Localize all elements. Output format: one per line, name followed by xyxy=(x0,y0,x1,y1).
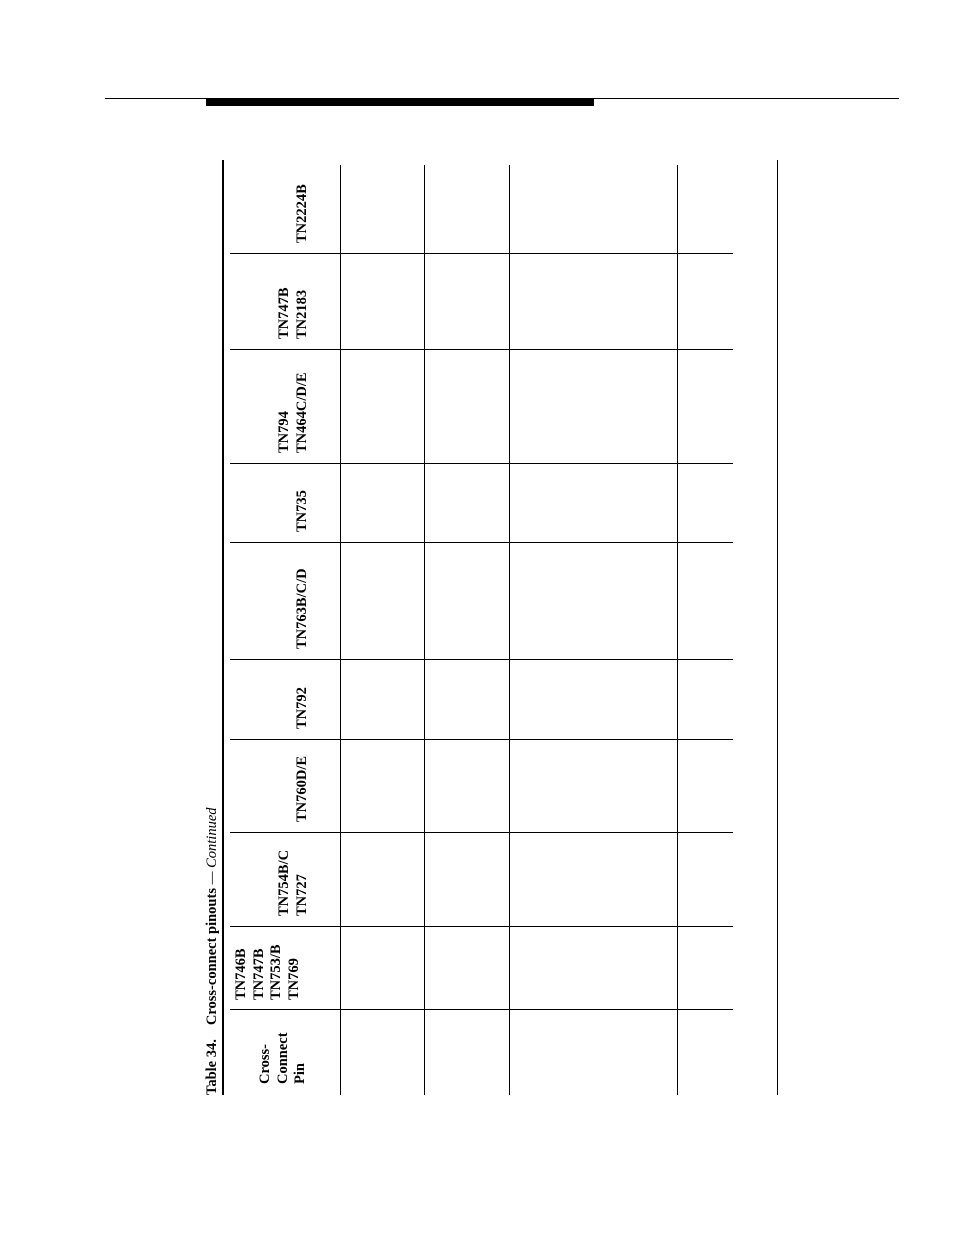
header-tn754bc-group: TN754B/C TN727 xyxy=(276,849,310,916)
header-bar xyxy=(206,98,594,106)
header-tn747b-group: TN747B TN2183 xyxy=(276,287,310,339)
header-tn760de: TN760D/E xyxy=(294,755,310,822)
table-left-border xyxy=(222,160,224,1095)
header-cross-connect-pin: Cross- Connect Pin xyxy=(257,1032,308,1084)
column-separator xyxy=(230,463,733,464)
column-separator xyxy=(230,542,733,543)
table-caption xyxy=(203,807,221,1095)
caption-continued: — Continued xyxy=(204,807,220,889)
header-tn735: TN735 xyxy=(294,490,310,532)
row-separator xyxy=(509,165,510,1095)
column-separator xyxy=(230,739,733,740)
header-tn2224b: TN2224B xyxy=(294,184,310,243)
header-tn794-group: TN794 TN464C/D/E xyxy=(276,372,310,453)
header-tn792: TN792 xyxy=(294,687,310,729)
header-tn763bcd: TN763B/C/D xyxy=(294,568,310,649)
column-separator xyxy=(230,659,733,660)
row-separator xyxy=(424,165,425,1095)
caption-number: Table 34. xyxy=(204,1039,220,1095)
column-separator xyxy=(230,349,733,350)
column-separator xyxy=(230,1009,733,1010)
column-separator xyxy=(230,253,733,254)
row-separator xyxy=(340,165,341,1095)
caption-title: Cross-connect pinouts xyxy=(204,888,220,1026)
header-tn746b-group: TN746B TN747B TN753/B TN769 xyxy=(233,944,302,1000)
column-separator xyxy=(230,832,733,833)
table-right-border xyxy=(777,160,778,1095)
column-separator xyxy=(230,926,733,927)
row-separator xyxy=(677,165,678,1095)
